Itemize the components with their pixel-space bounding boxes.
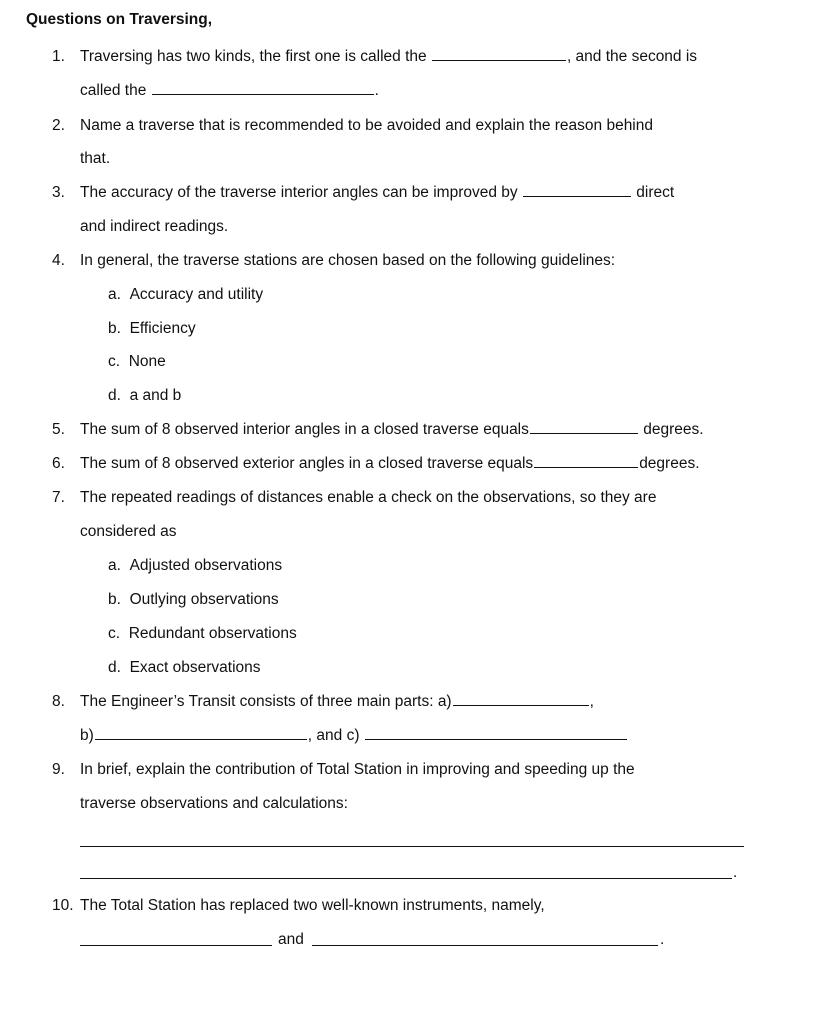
- q7-text-b: considered as: [80, 523, 177, 540]
- q7-option-text: Exact observations: [129, 659, 261, 676]
- q9-text-b: traverse observations and calculations:: [80, 795, 348, 812]
- q4-option-letter: d.: [108, 387, 121, 404]
- q10-number: 10.: [52, 897, 74, 914]
- q5-text-b: degrees.: [643, 421, 704, 438]
- q5-blank[interactable]: [530, 420, 638, 434]
- q1-line2: [80, 81, 379, 101]
- q4-option-letter: c.: [108, 353, 121, 370]
- q10-text-b: and: [278, 931, 304, 948]
- q6-line: [80, 454, 700, 474]
- q9-answer-line-2[interactable]: [80, 878, 732, 879]
- q2-text-a: Name a traverse that is recommended to be avoided and explain the reason behind: [80, 117, 653, 134]
- q9-end-period: .: [733, 864, 738, 881]
- q6-blank[interactable]: [534, 454, 638, 468]
- q4-option-text: Accuracy and utility: [129, 286, 264, 303]
- q7-option-letter: d.: [108, 659, 121, 676]
- q6-number: 6.: [52, 455, 65, 472]
- q6-text-a: The sum of 8 observed exterior angles in a closed traverse equals: [80, 455, 534, 472]
- q7-number: 7.: [52, 489, 65, 506]
- q7-text-a: The repeated readings of distances enable a check on the observations, so they are: [80, 489, 657, 506]
- q8-blank-b[interactable]: [95, 726, 307, 740]
- q9-text-a: In brief, explain the contribution of Total Station in improving and speeding up the: [80, 761, 635, 778]
- q4-option-d[interactable]: [108, 386, 181, 406]
- page-title: Questions on Traversing,: [26, 11, 213, 28]
- q1-text-d: .: [374, 82, 379, 99]
- q7-option-letter: b.: [108, 591, 121, 608]
- q7-option-a[interactable]: [108, 556, 282, 576]
- q4-option-letter: a.: [108, 286, 121, 303]
- q3-text-a: The accuracy of the traverse interior angles can be improved by: [80, 184, 518, 201]
- q3-number: 3.: [52, 184, 65, 201]
- q8-text-d: , and c): [307, 727, 360, 744]
- q4-option-text: None: [128, 353, 166, 370]
- q7-option-letter: c.: [108, 625, 121, 642]
- q4-option-text: Efficiency: [129, 320, 196, 337]
- q8-line2: [80, 726, 628, 746]
- q7-option-text: Outlying observations: [129, 591, 279, 608]
- q9-answer-line-1[interactable]: [80, 846, 744, 847]
- q2-number: 2.: [52, 117, 65, 134]
- q2-text-b: that.: [80, 150, 111, 167]
- q4-option-letter: b.: [108, 320, 121, 337]
- q10-text-a: The Total Station has replaced two well-known instruments, namely,: [80, 897, 545, 914]
- q9-number: 9.: [52, 761, 65, 778]
- q4-option-a[interactable]: [108, 285, 263, 305]
- q5-number: 5.: [52, 421, 65, 438]
- q8-text-b: ,: [589, 693, 594, 710]
- q4-text-a: In general, the traverse stations are chosen based on the following guidelines:: [80, 252, 616, 269]
- q7-option-text: Adjusted observations: [129, 557, 283, 574]
- q10-blank-2[interactable]: [312, 945, 658, 946]
- q7-option-text: Redundant observations: [128, 625, 297, 642]
- q8-number: 8.: [52, 693, 65, 710]
- q1-line1: [80, 47, 697, 67]
- q4-number: 4.: [52, 252, 65, 269]
- q7-option-d[interactable]: [108, 658, 261, 678]
- q1-number: 1.: [52, 48, 65, 65]
- q7-option-c[interactable]: [108, 624, 297, 644]
- q1-blank-2[interactable]: [152, 81, 374, 95]
- q10-blank-1[interactable]: [80, 945, 272, 946]
- q3-line1: [80, 183, 674, 203]
- q5-line: [80, 420, 704, 440]
- q1-blank-1[interactable]: [432, 47, 566, 61]
- q5-text-a: The sum of 8 observed interior angles in a closed traverse equals: [80, 421, 529, 438]
- q7-option-b[interactable]: [108, 590, 279, 610]
- q7-option-letter: a.: [108, 557, 121, 574]
- q1-text-c: called the: [80, 82, 147, 99]
- q8-blank-c[interactable]: [365, 726, 627, 740]
- q4-option-c[interactable]: [108, 352, 166, 372]
- q1-text-a: Traversing has two kinds, the first one is called the: [80, 48, 427, 65]
- q10-end-period: .: [660, 931, 665, 948]
- q8-blank-a[interactable]: [453, 692, 589, 706]
- q1-text-b: , and the second is: [566, 48, 698, 65]
- q3-text-c: and indirect readings.: [80, 218, 229, 235]
- q3-blank[interactable]: [523, 183, 631, 197]
- q4-option-text: a and b: [129, 387, 182, 404]
- q8-line1: [80, 692, 594, 712]
- q6-text-b: degrees.: [639, 455, 700, 472]
- q4-option-b[interactable]: [108, 319, 196, 339]
- q8-text-c: b): [80, 727, 94, 744]
- q8-text-a: The Engineer’s Transit consists of three main parts: a): [80, 693, 452, 710]
- q3-text-b: direct: [636, 184, 675, 201]
